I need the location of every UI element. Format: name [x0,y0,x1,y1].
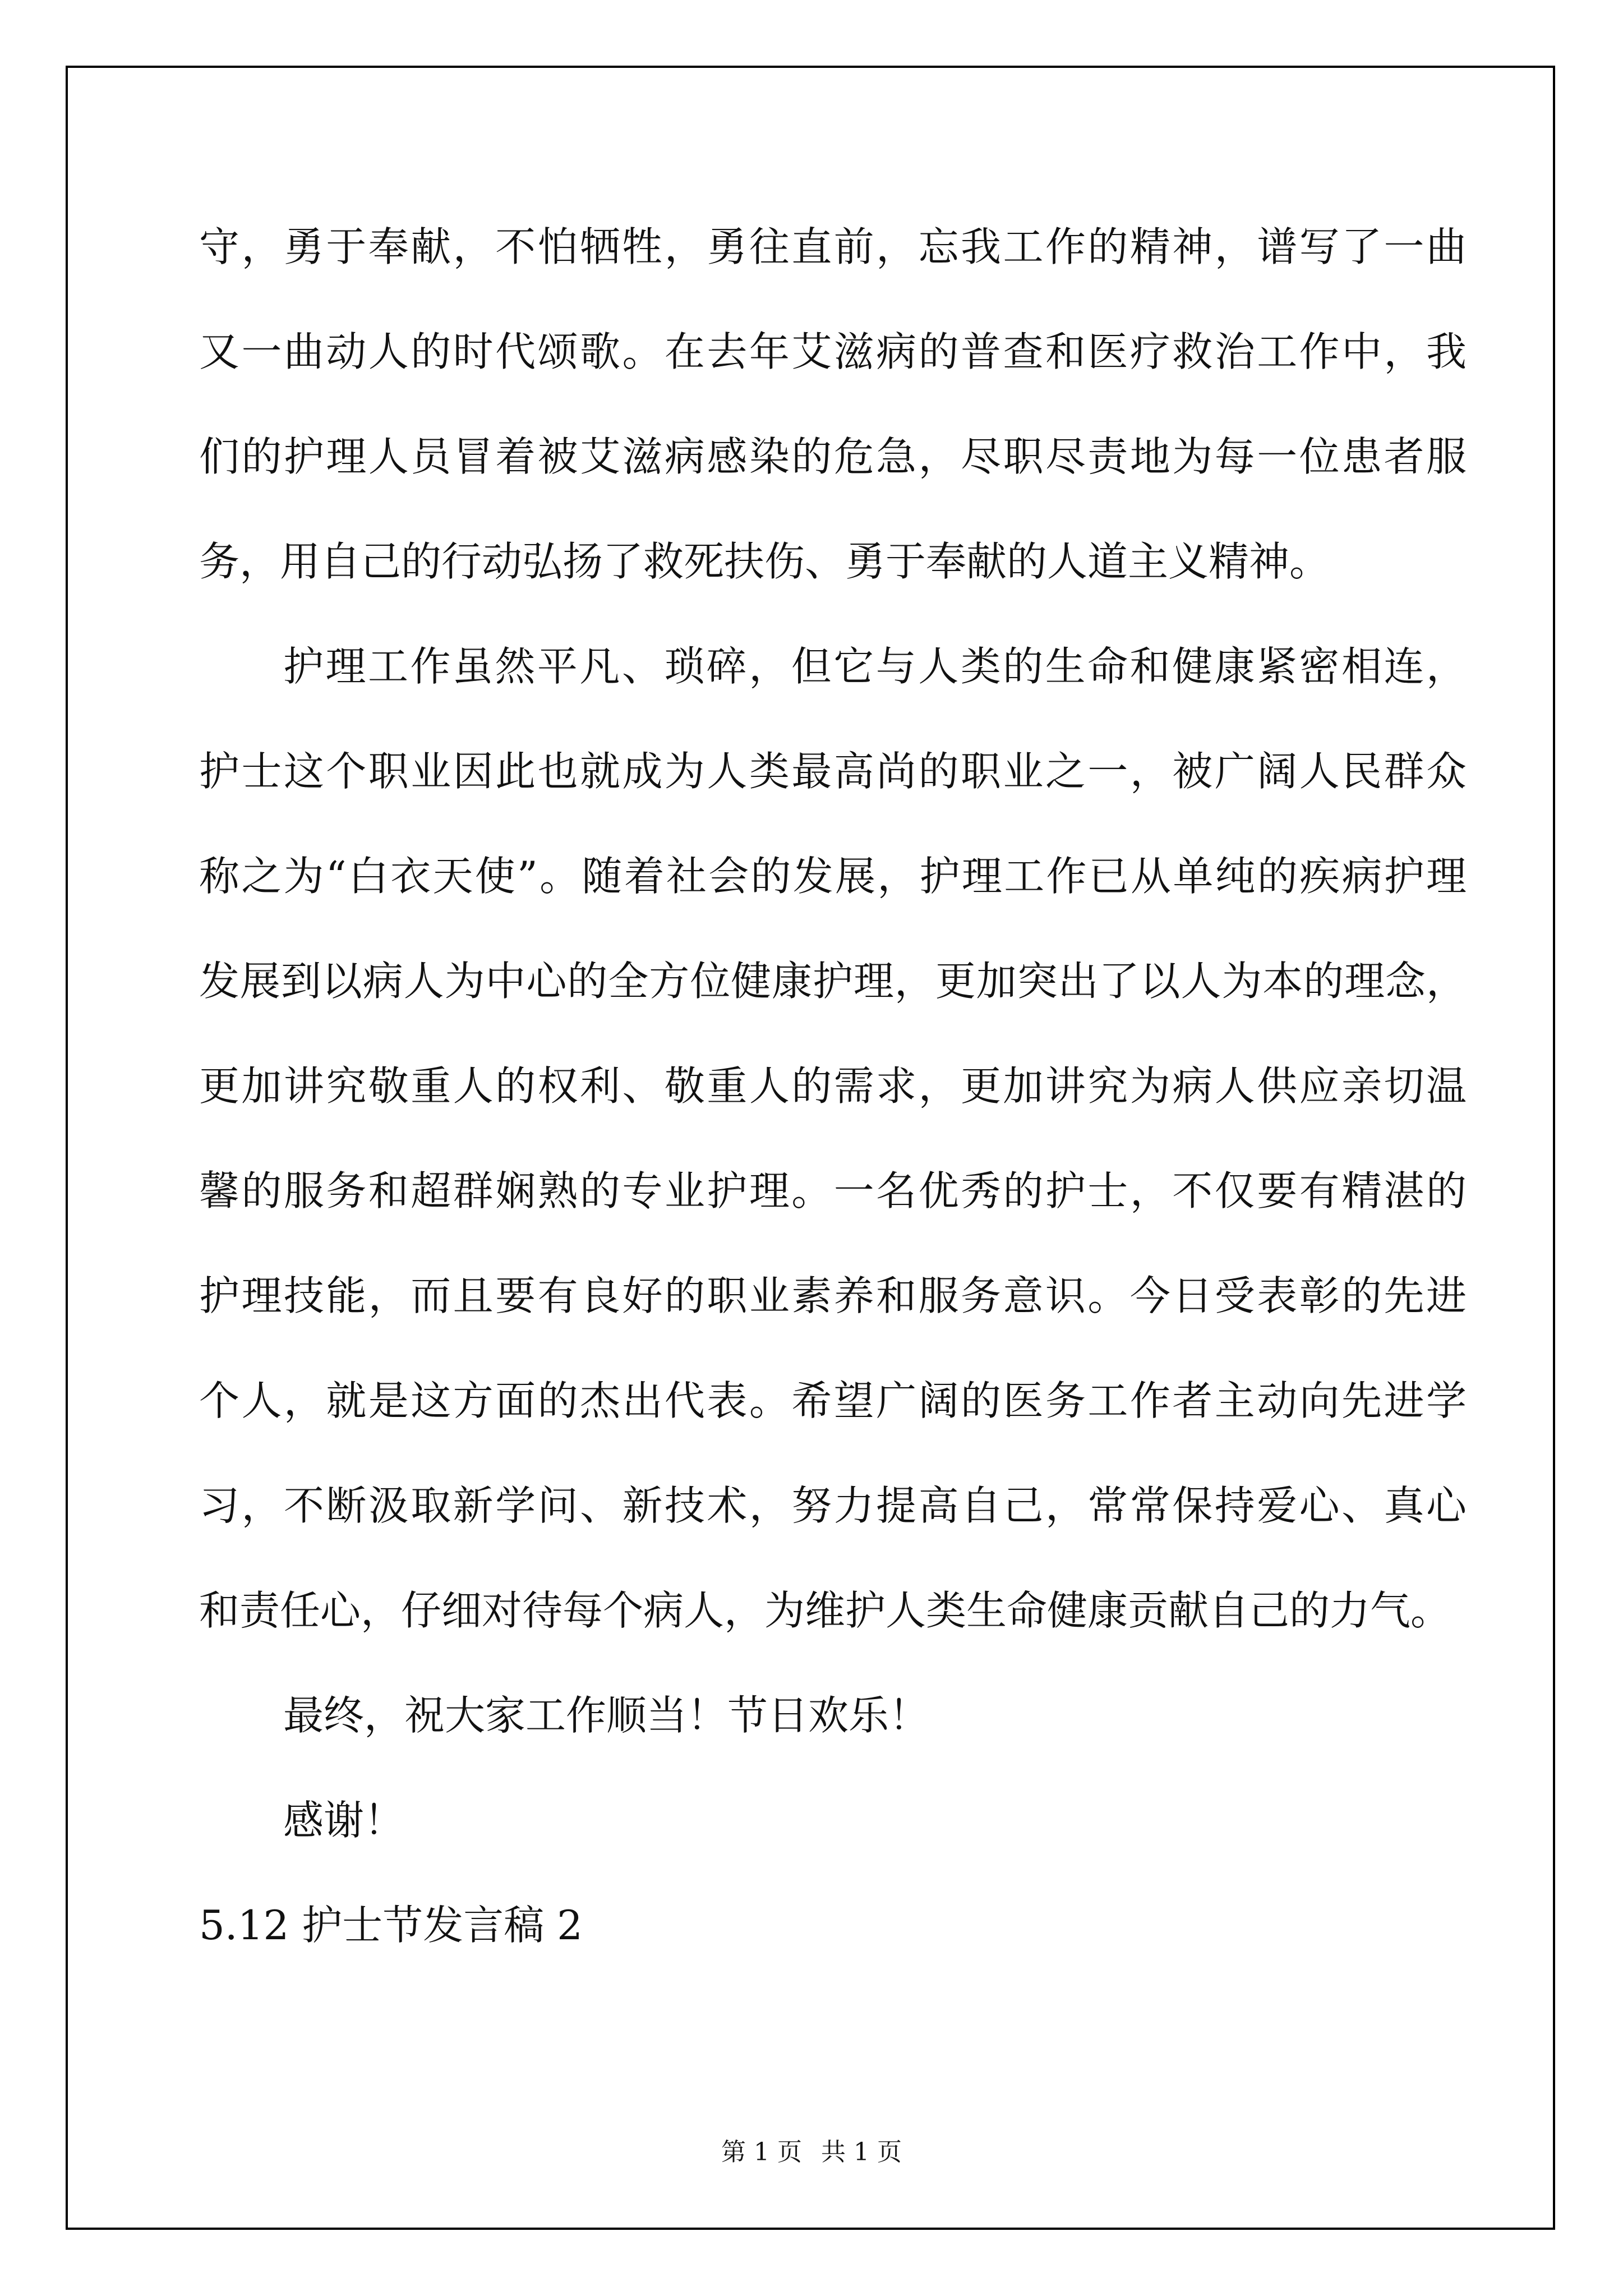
paragraph-line: 馨的服务和超群娴熟的专业护理。一名优秀的护士，不仅要有精湛的 [199,1167,1467,1214]
paragraph-line: 护理技能，而且要有良好的职业素养和服务意识。今日受表彰的先进 [199,1272,1467,1319]
page-number-total: 共 1 页 [821,2138,902,2166]
thanks-line: 感谢！ [283,1797,405,1844]
section-heading: 5.12 护士节发言稿 2 [199,1902,583,1949]
document-body [199,219,1467,2002]
paragraph-line: 护理工作虽然平凡、琐碎，但它与人类的生命和健康紧密相连， [283,643,1467,690]
paragraph-line: 个人，就是这方面的杰出代表。希望广阔的医务工作者主动向先进学 [199,1377,1467,1424]
page-number-current: 第 1 页 [721,2138,802,2166]
paragraph-line: 和责任心，仔细对待每个病人，为维护人类生命健康贡献自己的力气。 [199,1587,1451,1634]
paragraph-line: 们的护理人员冒着被艾滋病感染的危急，尽职尽责地为每一位患者服 [199,433,1467,480]
paragraph-line: 发展到以病人为中心的全方位健康护理，更加突出了以人为本的理念， [199,958,1467,1005]
paragraph-line: 守，勇于奉献，不怕牺牲，勇往直前，忘我工作的精神，谱写了一曲 [199,223,1467,270]
paragraph-line: 又一曲动人的时代颂歌。在去年艾滋病的普查和医疗救治工作中，我 [199,328,1467,375]
paragraph-line: 更加讲究敬重人的权利、敬重人的需求，更加讲究为病人供应亲切温 [199,1062,1467,1110]
paragraph-line: 务，用自己的行动弘扬了救死扶伤、勇于奉献的人道主义精神。 [199,538,1330,585]
page-footer [0,2132,1623,2168]
closing-line: 最终，祝大家工作顺当！节日欢乐！ [283,1692,930,1739]
paragraph-line: 护士这个职业因此也就成为人类最高尚的职业之一，被广阔人民群众 [199,748,1467,795]
paragraph-line: 称之为“白衣天使”。随着社会的发展，护理工作已从单纯的疾病护理 [199,853,1467,900]
paragraph-line: 习，不断汲取新学问、新技术，努力提高自己，常常保持爱心、真心 [199,1482,1467,1529]
